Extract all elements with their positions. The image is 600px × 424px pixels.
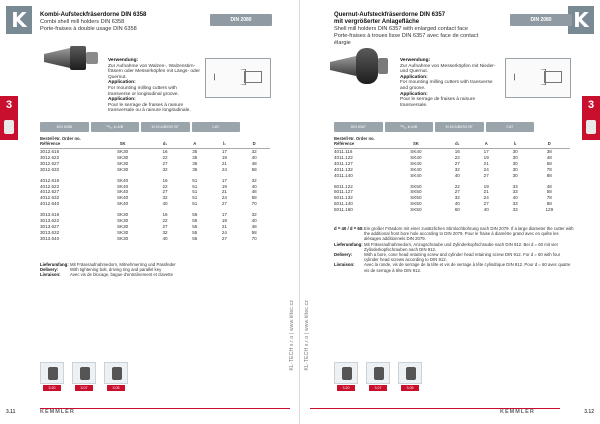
title-fr: Porte-fraises à troues lisse DIN 6357 avec face de contact élargie: [334, 33, 479, 46]
table-cell: 3012.616: [40, 149, 60, 154]
table-cell: 16: [162, 149, 168, 154]
title-en: Shell mill holders DIN 6357 with enlarged contact face: [334, 26, 469, 32]
table-cell: 4012.616: [40, 177, 60, 183]
table-cell: 48: [251, 189, 257, 195]
table-cell: 48: [251, 223, 257, 229]
table-cell: SK30: [116, 149, 129, 154]
table-cell: 30: [512, 160, 518, 166]
table-cell: SK40: [410, 160, 422, 166]
spine-text: KL-TECH s.r.o | www.kltec.cz: [289, 300, 295, 371]
table-cell: 51: [192, 177, 198, 183]
table-cell: 70: [251, 235, 257, 241]
table-cell: 22: [162, 154, 168, 160]
col-l1: l₁: [211, 136, 241, 149]
table-cell: SK40: [410, 149, 422, 154]
left-spec-table: [40, 136, 270, 242]
page-number: 3.11: [6, 409, 16, 415]
table-cell: SK50: [410, 201, 422, 207]
table-cell: 40: [512, 195, 518, 201]
table-cell: 3012.627: [40, 160, 60, 166]
right-spec-table: [334, 136, 570, 213]
table-cell: 17: [483, 149, 489, 154]
table-cell: 27: [483, 172, 489, 178]
table-cell: 16: [162, 177, 168, 183]
table-cell: 58: [546, 189, 552, 195]
product-photo: [330, 44, 390, 88]
table-cell: 17: [221, 212, 227, 218]
table-cell: 4011.140: [334, 172, 353, 178]
table-cell: SK50: [410, 207, 422, 213]
table-cell: 4012.622: [40, 183, 60, 189]
table-cell: 21: [221, 189, 227, 195]
right-footnotes: [334, 226, 574, 273]
footnote-row: [334, 262, 574, 272]
table-cell: 4012.627: [40, 189, 60, 195]
footnote-row: [334, 226, 574, 242]
table-cell: 3013.622: [40, 218, 60, 224]
table-cell: 78: [546, 195, 552, 201]
table-row: [334, 207, 570, 213]
title-de-2: mit vergrößerter Anlagefläche: [334, 19, 420, 25]
chapter-number: 3: [587, 99, 595, 111]
table-cell: 60: [454, 207, 460, 213]
table-cell: 51: [192, 201, 198, 207]
technical-drawing: [205, 58, 271, 98]
tool-holder-icon: [4, 120, 14, 134]
table-cell: 24: [221, 166, 227, 172]
table-cell: 51: [192, 195, 198, 201]
table-cell: SK40: [410, 154, 422, 160]
accessory-thumb[interactable]: 3.05: [398, 362, 422, 392]
table-cell: 22: [454, 154, 460, 160]
table-cell: SK40: [116, 189, 129, 195]
table-cell: 5011.132: [334, 195, 353, 201]
footnote-text: Avec vis de blocage, bague d'entraînement et clavette: [70, 272, 173, 278]
table-cell: 32: [162, 229, 168, 235]
table-cell: 4011.132: [334, 166, 353, 172]
table-cell: 35: [192, 166, 198, 172]
footnote-row: [334, 242, 574, 252]
table-cell: SK30: [116, 218, 129, 224]
footnote-text: Ein großer Fräsdorn mit einer zusätzlichen Stirnlochbohrung nach DIN 2079. If a large diameter the cutter with the additional front bore hole according to DIN 2079. Pour le fraise à diamètre grand avec en quête les alésages additionnels DIN 2079.: [364, 226, 574, 242]
table-cell: 19: [483, 154, 489, 160]
standard-bar: DIN 6357 ¹⁵/₁₆ in A/B M 16 A/B/ISO BT CAT: [334, 122, 534, 132]
table-cell: 40: [483, 207, 489, 213]
accessory-thumb[interactable]: 3.07: [72, 362, 96, 392]
brand-logo-k: K: [6, 6, 32, 34]
table-cell: 27: [454, 189, 460, 195]
table-cell: 19: [221, 154, 227, 160]
table-cell: 35: [192, 149, 198, 154]
table-cell: 58: [546, 160, 552, 166]
product-title: [40, 12, 200, 33]
table-cell: 88: [546, 201, 552, 207]
footnote-key: Livraison:: [40, 272, 61, 278]
table-cell: SK30: [116, 166, 129, 172]
table-cell: 24: [483, 195, 489, 201]
table-cell: 55: [192, 229, 198, 235]
table-cell: SK30: [116, 154, 129, 160]
table-cell: 70: [251, 201, 257, 207]
table-cell: SK40: [116, 195, 129, 201]
footnote-key: Lieferumfang:: [40, 262, 69, 267]
accessory-thumb[interactable]: 3.20: [334, 362, 358, 392]
table-cell: 40: [454, 172, 460, 178]
table-cell: 4011.127: [334, 160, 353, 166]
spine-text: KL-TECH s.r.o | www.kltec.cz: [304, 300, 310, 371]
usage-notes: Verwendung: Zur Aufnahme von Messerköpfen mit Nieder- und Quernut. Application: For mounting milling cutters with transverse and groove. Application: Pour le serrage de fraises à rainure transversale.: [400, 58, 496, 108]
table-cell: 5011.140: [334, 201, 353, 207]
footnote-text: With a bore, cone head retaining screw and cylinder head retaining screw DIN 912. For d = 60 with four cylinder head screws according to DIN 912.: [364, 252, 561, 263]
table-cell: 27: [221, 201, 227, 207]
title-de: Kombi-Aufsteckfräserdorne DIN 6358: [40, 12, 147, 18]
table-cell: 78: [546, 166, 552, 172]
table-cell: 24: [221, 229, 227, 235]
table-cell: 5011.127: [334, 189, 353, 195]
table-cell: 19: [221, 218, 227, 224]
footnote-text: Mit Fräseraufnahmedorn, Mitnehmerring und Passfeder: [70, 262, 176, 267]
table-cell: SK30: [116, 235, 129, 241]
col-d: D: [240, 136, 270, 149]
table-cell: 40: [454, 201, 460, 207]
table-cell: 32: [162, 195, 168, 201]
table-cell: 55: [192, 212, 198, 218]
table-cell: 40: [251, 154, 257, 160]
table-cell: 4011.122: [334, 154, 353, 160]
table-cell: 3013.616: [40, 212, 60, 218]
table-cell: SK40: [410, 172, 422, 178]
col-order-no: Bestell-Nr. Order no. Référence: [40, 136, 96, 149]
table-cell: 21: [221, 160, 227, 166]
table-cell: 32: [454, 195, 460, 201]
table-cell: 30: [512, 149, 518, 154]
table-cell: 24: [483, 166, 489, 172]
table-cell: 32: [251, 212, 257, 218]
col-sk: SK: [96, 136, 151, 149]
table-cell: 21: [483, 189, 489, 195]
table-cell: 48: [251, 160, 257, 166]
table-cell: 19: [483, 183, 489, 189]
din-badge: DIN 2080: [210, 14, 272, 26]
table-cell: 55: [192, 223, 198, 229]
table-cell: 22: [454, 183, 460, 189]
table-cell: 17: [221, 149, 227, 154]
left-footnotes: [40, 262, 270, 278]
chapter-number: 3: [5, 99, 13, 111]
table-cell: SK40: [410, 166, 422, 172]
table-cell: 33: [512, 183, 518, 189]
table-cell: 48: [546, 154, 552, 160]
table-cell: 33: [512, 201, 518, 207]
col-d: D: [531, 136, 570, 149]
table-cell: SK40: [116, 201, 129, 207]
table-cell: 40: [251, 218, 257, 224]
table-cell: 32: [251, 177, 257, 183]
product-title: [334, 12, 494, 47]
footnote-key: Livraison:: [334, 262, 355, 268]
table-cell: 32: [162, 166, 168, 172]
table-cell: 48: [546, 183, 552, 189]
table-cell: SK40: [116, 183, 129, 189]
table-cell: SK30: [116, 212, 129, 218]
footnote-row: [40, 272, 270, 277]
usage-notes: Verwendung: Zur Aufnahme von Walzen-, Walzenstirn- fräsern oder Messerköpfen mit Längs- oder Quernut. Application: For mounting milling cutters with transverse or longitudinal groove. Application: Pour le serrage de fraises à rainure transversale ou à rainure longitudinale.: [108, 58, 200, 114]
table-cell: 17: [221, 177, 227, 183]
footnote-text: Mit Fräseraufnahmedorn, Anzugschraube und Zylinderkopfschraube nach DIN 912. Bei d = 60 mit vier Zylinderkopfschrauben nach DIN 912.: [364, 241, 559, 252]
footnote-key: Delivery:: [334, 252, 353, 258]
table-cell: 27: [162, 189, 168, 195]
footnote-key: d = 40 / d = 60:: [334, 226, 364, 231]
technical-drawing: [505, 58, 571, 98]
table-cell: 32: [251, 149, 257, 154]
brand-logo-k: K: [568, 6, 594, 34]
table-cell: 4012.640: [40, 201, 60, 207]
chapter-tab[interactable]: [582, 96, 600, 140]
table-cell: 35: [192, 154, 198, 160]
table-cell: 24: [221, 195, 227, 201]
kemmler-logo: KEMMLER: [40, 409, 75, 415]
table-cell: 40: [162, 235, 168, 241]
col-sk: SK: [390, 136, 444, 149]
table-cell: 3013.627: [40, 223, 60, 229]
table-cell: 88: [546, 172, 552, 178]
right-page: [300, 0, 600, 424]
col-d1: d₁: [151, 136, 181, 149]
table-cell: 3013.640: [40, 235, 60, 241]
table-cell: 58: [251, 229, 257, 235]
footnote-key: Lieferumfang:: [334, 241, 363, 247]
title-fr: Porte-fraises à double usage DIN 6358: [40, 26, 137, 32]
table-cell: 35: [192, 160, 198, 166]
table-cell: 4011.116: [334, 149, 353, 154]
table-cell: 40: [162, 201, 168, 207]
table-cell: 27: [454, 160, 460, 166]
accessory-thumb[interactable]: 3.05: [104, 362, 128, 392]
table-cell: 38: [546, 149, 552, 154]
col-d1: d₁: [444, 136, 473, 149]
table-cell: 58: [251, 195, 257, 201]
table-cell: SK40: [116, 177, 129, 183]
footnote-text: With tightening bolt, driving ring and parallel key: [70, 267, 162, 273]
table-cell: 129: [545, 207, 554, 213]
table-cell: 22: [162, 218, 168, 224]
tool-holder-icon: [586, 120, 596, 134]
table-cell: 16: [162, 212, 168, 218]
col-a: A: [473, 136, 502, 149]
table-cell: 4012.632: [40, 195, 60, 201]
table-cell: SK50: [410, 183, 422, 189]
page-number: 3.12: [584, 409, 594, 415]
table-cell: 51: [192, 183, 198, 189]
table-cell: 27: [483, 201, 489, 207]
right-footer: [300, 404, 600, 414]
col-a: A: [181, 136, 211, 149]
table-cell: 40: [251, 183, 257, 189]
col-order-no: Bestell-Nr. Order no. Référence: [334, 136, 390, 149]
kemmler-logo: KEMMLER: [500, 409, 535, 415]
table-cell: 22: [162, 183, 168, 189]
footnote-text: Avec la ronde, vis de serrage de la tête et vis de serrage à tête cylindrique DIN 912. Pour d = 60 avec quatre vis de serrage à tête DIN 912.: [364, 262, 571, 273]
table-cell: 19: [221, 183, 227, 189]
table-row: [40, 236, 270, 242]
table-cell: SK50: [410, 195, 422, 201]
table-cell: 21: [221, 223, 227, 229]
footnote-row: [334, 252, 574, 262]
table-cell: 55: [192, 235, 198, 241]
table-cell: 30: [512, 166, 518, 172]
table-cell: 27: [162, 160, 168, 166]
col-l1: l₁: [502, 136, 531, 149]
table-cell: 5011.160: [334, 207, 353, 213]
table-cell: 51: [192, 189, 198, 195]
table-cell: 30: [512, 154, 518, 160]
table-cell: SK30: [116, 229, 129, 235]
footnote-key: Delivery:: [40, 267, 59, 273]
product-photo: [42, 36, 102, 80]
table-cell: 5011.122: [334, 183, 353, 189]
table-cell: 27: [162, 223, 168, 229]
table-cell: 21: [483, 160, 489, 166]
table-cell: 55: [192, 218, 198, 224]
din-badge: DIN 2080: [510, 14, 572, 26]
table-cell: SK50: [410, 189, 422, 195]
title-de: Quernut-Aufsteckfräserdorne DIN 6357: [334, 12, 446, 18]
table-cell: 33: [512, 207, 518, 213]
table-cell: 3012.632: [40, 166, 60, 172]
title-en: Combi shell mill holders DIN 6358: [40, 19, 125, 25]
chapter-tab[interactable]: [0, 96, 18, 140]
table-cell: 58: [251, 166, 257, 172]
standard-bar: DIN 6358 ¹⁵/₁₆ in A/B M 16 A/B/ISO BT CAT: [40, 122, 240, 132]
table-cell: 3013.632: [40, 229, 60, 235]
table-cell: 32: [454, 166, 460, 172]
table-cell: 30: [512, 172, 518, 178]
table-cell: SK30: [116, 223, 129, 229]
accessory-thumb[interactable]: 3.07: [366, 362, 390, 392]
table-cell: 33: [512, 189, 518, 195]
accessory-thumb[interactable]: 3.20: [40, 362, 64, 392]
table-cell: 27: [221, 235, 227, 241]
table-cell: SK30: [116, 160, 129, 166]
table-cell: 3012.622: [40, 154, 60, 160]
table-cell: 16: [454, 149, 460, 154]
